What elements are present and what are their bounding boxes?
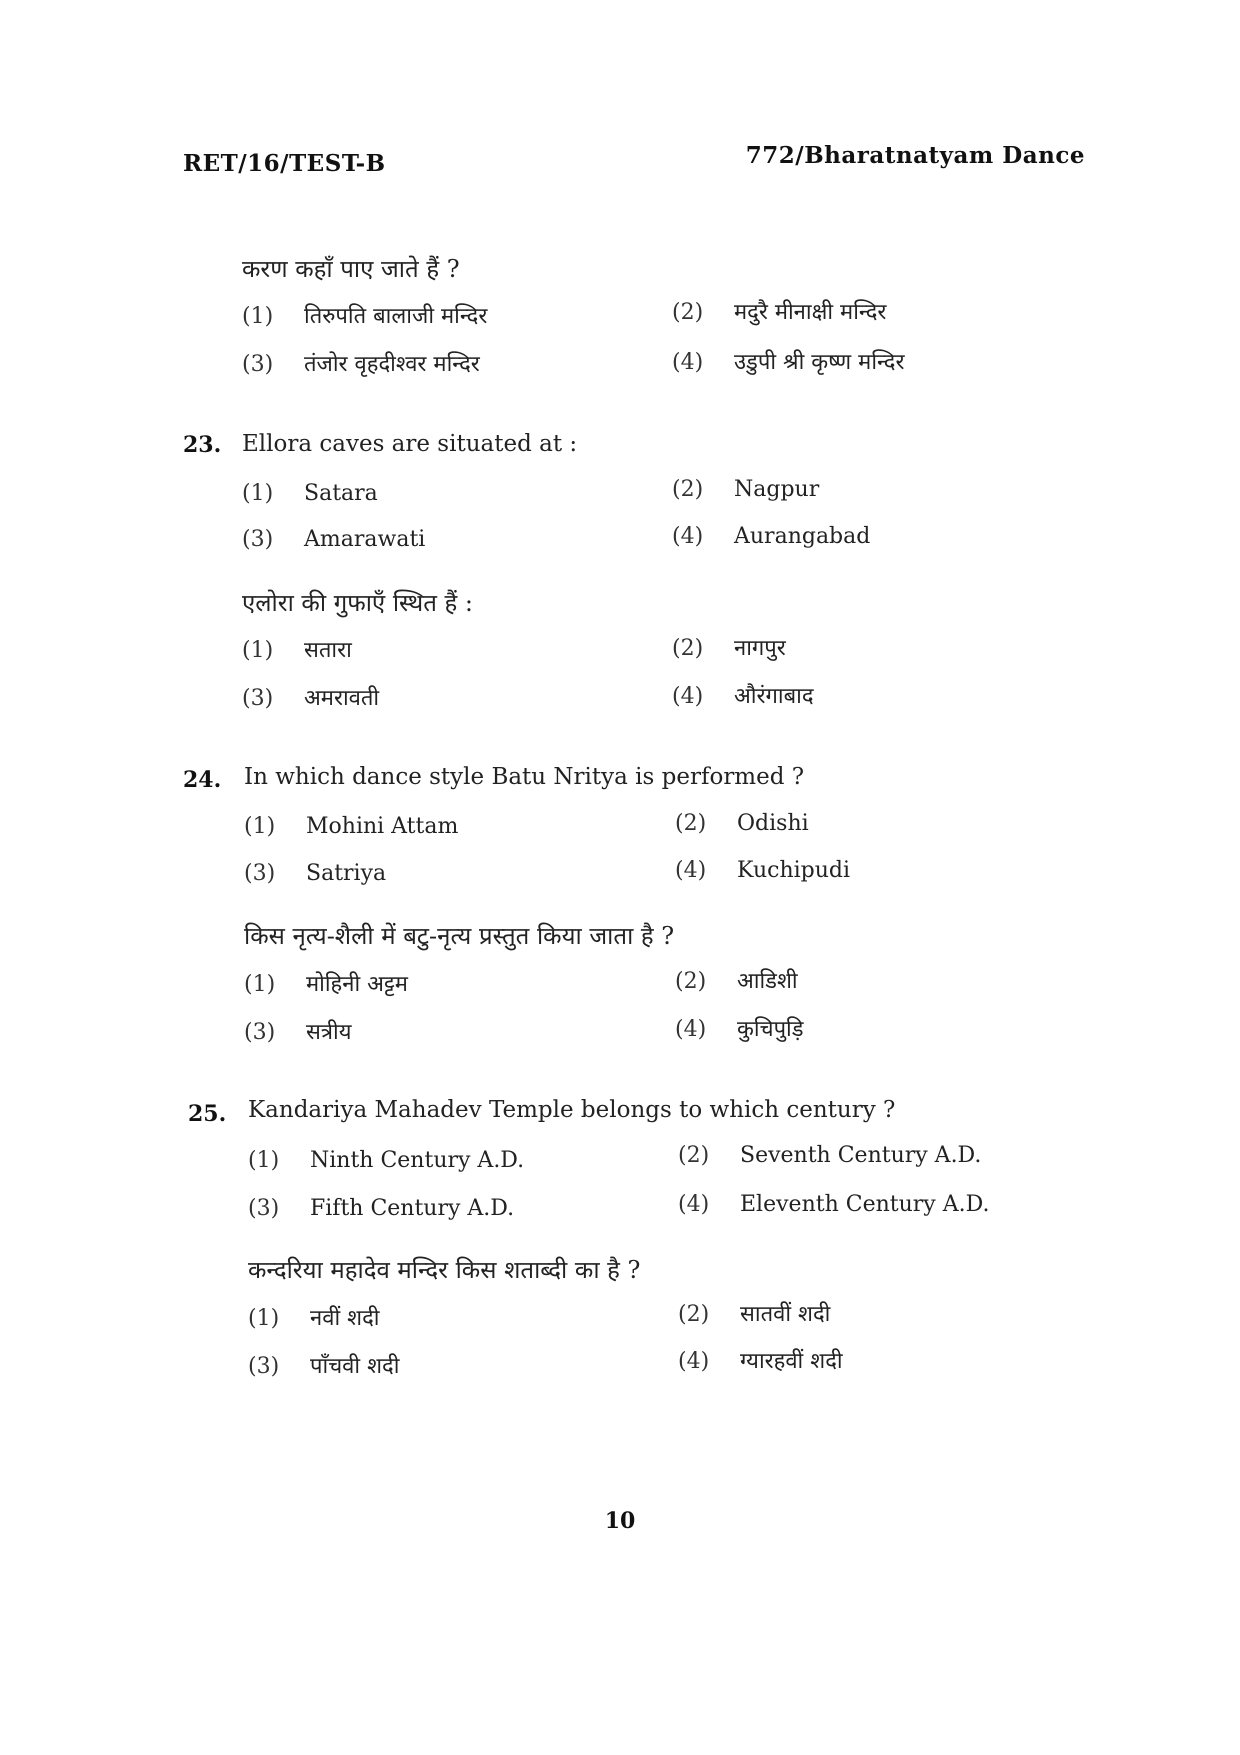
option-text: पाँचवी शदी	[310, 1354, 400, 1379]
option-text: ग्यारहवीं शदी	[740, 1349, 843, 1374]
option-1	[242, 634, 352, 664]
option-text: औरंगाबाद	[734, 684, 814, 709]
option-text: मोहिनी अट्टम	[306, 972, 408, 997]
paper-code: RET/16/TEST-B	[183, 150, 386, 177]
option-number: (1)	[244, 814, 276, 839]
option-number: (2)	[672, 477, 704, 502]
option-number: (1)	[242, 481, 274, 506]
question-number: 25.	[188, 1101, 227, 1127]
option-text: Seventh Century A.D.	[740, 1143, 982, 1168]
option-number: (3)	[244, 1020, 276, 1045]
option-text: Mohini Attam	[306, 814, 459, 839]
option-number: (4)	[672, 350, 704, 375]
option-4	[678, 1345, 843, 1375]
option-number: (4)	[675, 1017, 707, 1042]
option-1	[244, 814, 458, 839]
option-text: कुचिपुड़ि	[737, 1017, 804, 1042]
page-number: 10	[604, 1508, 636, 1534]
question-text-english: Ellora caves are situated at :	[242, 431, 578, 457]
option-4	[678, 1192, 989, 1217]
option-4	[675, 858, 850, 883]
option-1	[242, 481, 378, 506]
option-2	[678, 1298, 830, 1328]
option-number: (3)	[244, 861, 276, 886]
option-text: Odishi	[737, 811, 809, 836]
option-text: Satara	[304, 481, 378, 506]
option-number: (4)	[675, 858, 707, 883]
option-text: आडिशी	[737, 969, 798, 994]
option-number: (1)	[242, 304, 274, 329]
option-4	[672, 346, 905, 376]
option-text: नागपुर	[734, 636, 786, 661]
option-number: (4)	[678, 1349, 710, 1374]
option-text: Kuchipudi	[737, 858, 851, 883]
option-3	[244, 861, 386, 886]
option-3	[242, 348, 480, 378]
option-2	[678, 1143, 981, 1168]
option-text: Satriya	[306, 861, 387, 886]
option-text: उडुपी श्री कृष्ण मन्दिर	[734, 350, 905, 375]
option-number: (2)	[675, 969, 707, 994]
question-text-english: In which dance style Batu Nritya is performed ?	[244, 764, 805, 790]
option-3	[248, 1196, 514, 1221]
option-3	[248, 1350, 399, 1380]
option-number: (4)	[672, 684, 704, 709]
option-number: (3)	[248, 1196, 280, 1221]
option-number: (4)	[678, 1192, 710, 1217]
option-number: (2)	[672, 636, 704, 661]
option-number: (1)	[248, 1148, 280, 1173]
option-2	[675, 965, 798, 995]
option-text: सत्रीय	[306, 1020, 352, 1045]
option-3	[242, 527, 425, 552]
option-text: अमरावती	[304, 686, 380, 711]
option-number: (4)	[672, 524, 704, 549]
question-text-hindi: करण कहाँ पाए जाते हैं ?	[242, 255, 460, 283]
option-text: Ninth Century A.D.	[310, 1148, 525, 1173]
option-number: (1)	[248, 1306, 280, 1331]
option-2	[675, 811, 809, 836]
option-1	[248, 1302, 379, 1332]
option-number: (2)	[678, 1143, 710, 1168]
option-4	[672, 524, 870, 549]
option-number: (2)	[672, 300, 704, 325]
option-number: (3)	[242, 352, 274, 377]
option-number: (3)	[242, 686, 274, 711]
option-2	[672, 477, 819, 502]
question-text-hindi: एलोरा की गुफाएँ स्थित हैं :	[242, 589, 474, 617]
question-text-english: Kandariya Mahadev Temple belongs to which century ?	[248, 1097, 896, 1123]
option-1	[248, 1148, 524, 1173]
option-3	[244, 1016, 351, 1046]
option-text: नवीं शदी	[310, 1306, 380, 1331]
option-number: (3)	[248, 1354, 280, 1379]
question-number: 24.	[183, 767, 222, 793]
option-text: सतारा	[304, 638, 352, 663]
option-text: Aurangabad	[734, 524, 871, 549]
option-text: सातवीं शदी	[740, 1302, 831, 1327]
option-1	[244, 968, 408, 998]
option-number: (1)	[242, 638, 274, 663]
question-text-hindi: कन्दरिया महादेव मन्दिर किस शताब्दी का है ?	[248, 1256, 641, 1284]
question-number: 23.	[183, 432, 222, 458]
option-1	[242, 300, 487, 330]
option-2	[672, 296, 886, 326]
option-2	[672, 632, 786, 662]
option-text: Nagpur	[734, 477, 820, 502]
option-text: Fifth Century A.D.	[310, 1196, 515, 1221]
option-text: Eleventh Century A.D.	[740, 1192, 990, 1217]
option-4	[675, 1013, 804, 1043]
option-text: मदुरै मीनाक्षी मन्दिर	[734, 300, 887, 325]
option-text: तिरुपति बालाजी मन्दिर	[304, 304, 488, 329]
option-4	[672, 680, 814, 710]
question-text-hindi: किस नृत्य-शैली में बटु-नृत्य प्रस्तुत किया जाता है ?	[244, 922, 675, 950]
option-number: (2)	[678, 1302, 710, 1327]
option-number: (2)	[675, 811, 707, 836]
option-number: (1)	[244, 972, 276, 997]
option-text: तंजोर वृहदीश्वर मन्दिर	[304, 352, 480, 377]
option-text: Amarawati	[304, 527, 426, 552]
option-3	[242, 682, 379, 712]
subject-title: 772/Bharatnatyam Dance	[745, 142, 1085, 169]
option-number: (3)	[242, 527, 274, 552]
